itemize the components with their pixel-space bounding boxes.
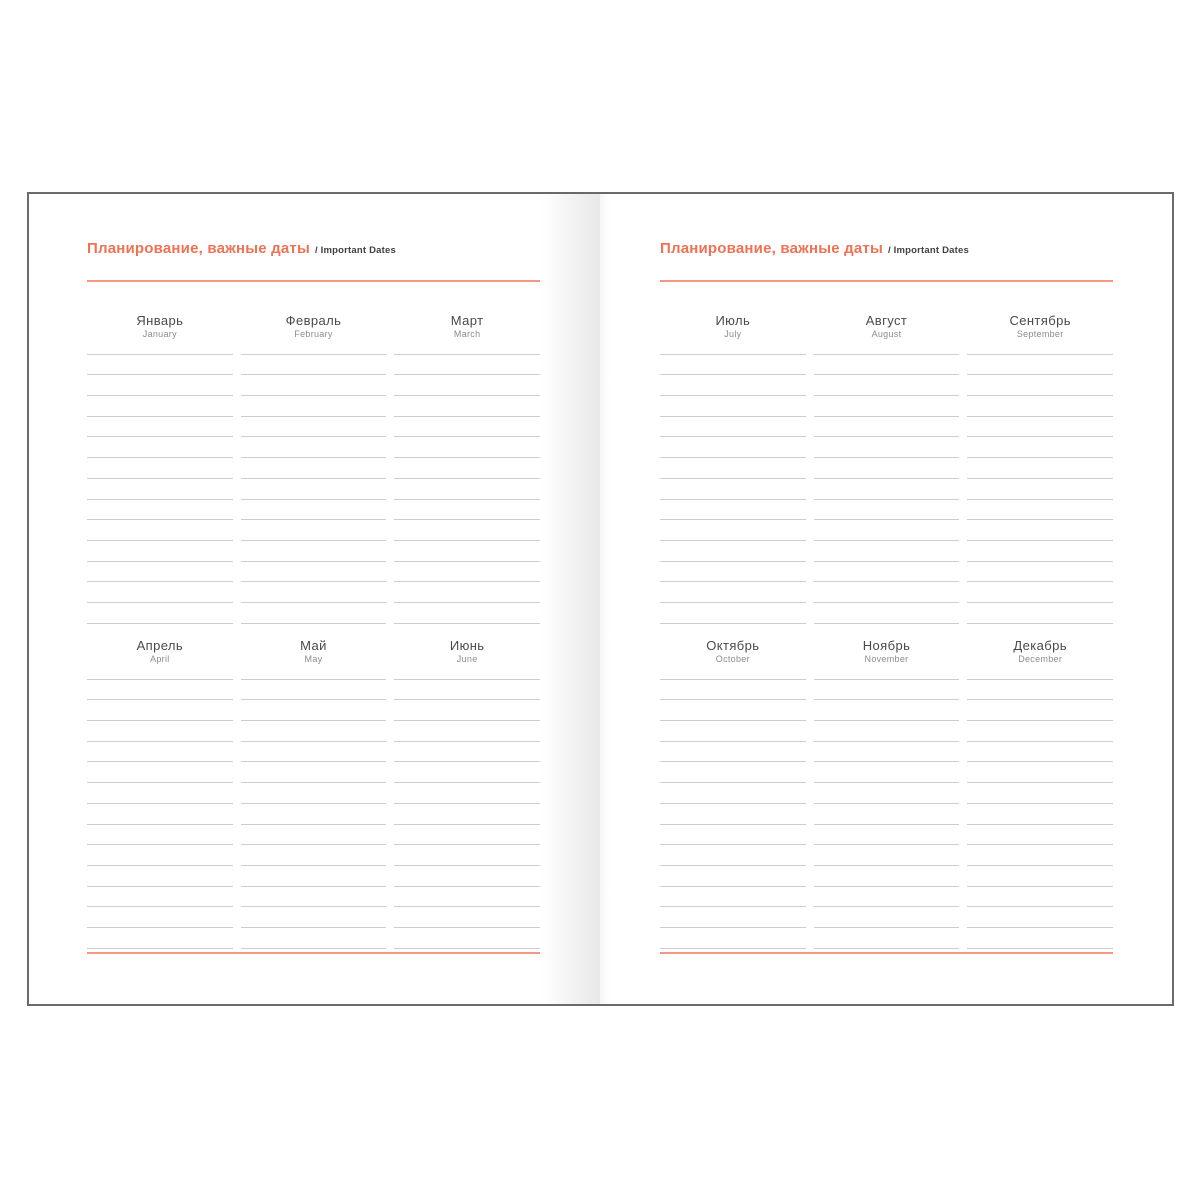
month-name-ru: Декабрь	[1013, 638, 1067, 653]
writing-line	[241, 562, 387, 583]
month-block-march	[394, 313, 540, 624]
writing-line	[241, 762, 387, 783]
spread-inner	[29, 194, 1172, 1004]
writing-line	[87, 437, 233, 458]
writing-line	[87, 680, 233, 701]
page-header	[87, 240, 396, 258]
writing-line	[87, 721, 233, 742]
writing-line	[967, 375, 1113, 396]
writing-line	[241, 804, 387, 825]
writing-line	[814, 520, 960, 541]
writing-line	[87, 582, 233, 603]
writing-line	[241, 520, 387, 541]
writing-line	[87, 887, 233, 908]
writing-line	[87, 866, 233, 887]
writing-line	[967, 582, 1113, 603]
month-name-en: April	[150, 654, 170, 664]
month-name-ru: Апрель	[136, 638, 184, 653]
writing-line	[660, 375, 806, 396]
spine-shadow	[540, 194, 600, 1004]
writing-line	[660, 742, 806, 763]
writing-line	[660, 907, 806, 928]
writing-line	[967, 907, 1113, 928]
writing-line	[241, 375, 387, 396]
month-name-ru: Май	[300, 638, 327, 653]
writing-line	[87, 541, 233, 562]
month-block-may	[241, 638, 387, 949]
month-lines	[394, 334, 540, 624]
writing-line	[394, 582, 540, 603]
writing-line	[814, 500, 960, 521]
writing-line	[814, 417, 960, 438]
month-block-july	[660, 313, 806, 624]
writing-line	[87, 417, 233, 438]
month-name-en: June	[456, 654, 478, 664]
writing-line	[967, 355, 1113, 376]
month-block-january	[87, 313, 233, 624]
month-name-ru: Январь	[136, 313, 184, 328]
writing-line	[660, 355, 806, 376]
month-block-november	[814, 638, 960, 949]
page-title-en: / Important Dates	[314, 245, 396, 256]
writing-line	[967, 845, 1113, 866]
writing-line	[241, 866, 387, 887]
writing-line	[660, 762, 806, 783]
writing-line	[87, 500, 233, 521]
writing-line	[241, 479, 387, 500]
month-block-december	[967, 638, 1113, 949]
writing-line	[967, 825, 1113, 846]
writing-line	[241, 603, 387, 624]
month-block-october	[660, 638, 806, 949]
writing-line	[967, 541, 1113, 562]
writing-line	[814, 582, 960, 603]
month-name-en: January	[142, 329, 177, 339]
writing-line	[241, 783, 387, 804]
writing-line	[660, 804, 806, 825]
writing-line	[814, 928, 960, 949]
writing-line	[660, 825, 806, 846]
month-lines	[87, 659, 233, 949]
writing-line	[241, 825, 387, 846]
writing-line	[660, 520, 806, 541]
writing-line	[87, 603, 233, 624]
page-right	[660, 194, 1113, 1004]
writing-line	[814, 396, 960, 417]
writing-line	[241, 700, 387, 721]
writing-line	[394, 783, 540, 804]
writing-line	[967, 500, 1113, 521]
writing-line	[660, 582, 806, 603]
writing-line	[394, 680, 540, 701]
writing-line	[660, 866, 806, 887]
writing-line	[814, 458, 960, 479]
writing-line	[241, 887, 387, 908]
writing-line	[967, 762, 1113, 783]
writing-line	[814, 825, 960, 846]
writing-line	[967, 742, 1113, 763]
writing-line	[394, 417, 540, 438]
month-name-ru: Февраль	[285, 313, 342, 328]
writing-line	[241, 742, 387, 763]
writing-line	[87, 375, 233, 396]
page-title-ru: Планирование, важные даты	[660, 240, 883, 257]
month-block-june	[394, 638, 540, 949]
month-name-ru: Октябрь	[706, 638, 760, 653]
month-lines	[814, 659, 960, 949]
writing-line	[814, 721, 960, 742]
month-name-en: October	[715, 654, 750, 664]
months-row-2	[660, 638, 1113, 949]
months-row-2	[87, 638, 540, 949]
writing-line	[87, 458, 233, 479]
writing-line	[967, 396, 1113, 417]
writing-line	[87, 907, 233, 928]
month-name-ru: Ноябрь	[862, 638, 911, 653]
month-name-en: May	[304, 654, 323, 664]
writing-line	[660, 541, 806, 562]
writing-line	[394, 762, 540, 783]
month-name-en: July	[724, 329, 742, 339]
writing-line	[967, 437, 1113, 458]
page-title-ru: Планирование, важные даты	[87, 240, 310, 257]
writing-line	[660, 603, 806, 624]
footer-rule	[87, 952, 540, 954]
writing-line	[660, 928, 806, 949]
writing-line	[394, 804, 540, 825]
writing-line	[394, 355, 540, 376]
writing-line	[814, 541, 960, 562]
writing-line	[394, 479, 540, 500]
writing-line	[241, 907, 387, 928]
writing-line	[967, 417, 1113, 438]
writing-line	[241, 680, 387, 701]
writing-line	[394, 742, 540, 763]
writing-line	[967, 928, 1113, 949]
month-name-en: March	[453, 329, 481, 339]
writing-line	[967, 603, 1113, 624]
header-rule	[660, 280, 1113, 282]
month-block-august	[814, 313, 960, 624]
spine-shadow-right	[600, 194, 610, 1004]
writing-line	[394, 520, 540, 541]
writing-line	[660, 479, 806, 500]
month-name-ru: Сентябрь	[1009, 313, 1071, 328]
month-lines	[241, 659, 387, 949]
writing-line	[660, 845, 806, 866]
writing-line	[241, 541, 387, 562]
month-lines	[660, 334, 806, 624]
writing-line	[394, 721, 540, 742]
months-row-1	[87, 313, 540, 624]
writing-line	[660, 721, 806, 742]
writing-line	[241, 355, 387, 376]
writing-line	[660, 437, 806, 458]
writing-line	[660, 700, 806, 721]
writing-line	[814, 866, 960, 887]
writing-line	[394, 928, 540, 949]
month-block-april	[87, 638, 233, 949]
writing-line	[967, 520, 1113, 541]
page-header	[660, 240, 969, 258]
writing-line	[394, 396, 540, 417]
writing-line	[394, 825, 540, 846]
writing-line	[660, 396, 806, 417]
month-name-ru: Июль	[715, 313, 751, 328]
writing-line	[814, 907, 960, 928]
writing-line	[814, 845, 960, 866]
writing-line	[814, 562, 960, 583]
month-block-september	[967, 313, 1113, 624]
months-row-1	[660, 313, 1113, 624]
writing-line	[87, 804, 233, 825]
month-name-ru: Июнь	[449, 638, 485, 653]
writing-line	[814, 375, 960, 396]
month-lines	[241, 334, 387, 624]
writing-line	[660, 417, 806, 438]
month-block-february	[241, 313, 387, 624]
writing-line	[814, 603, 960, 624]
month-name-ru: Август	[865, 313, 908, 328]
writing-line	[241, 500, 387, 521]
writing-line	[394, 866, 540, 887]
writing-line	[660, 500, 806, 521]
writing-line	[394, 458, 540, 479]
writing-line	[87, 520, 233, 541]
planner-spread-frame	[27, 192, 1174, 1006]
writing-line	[241, 417, 387, 438]
writing-line	[814, 680, 960, 701]
writing-line	[241, 721, 387, 742]
month-lines	[394, 659, 540, 949]
writing-line	[814, 742, 960, 763]
writing-line	[394, 437, 540, 458]
header-rule	[87, 280, 540, 282]
writing-line	[87, 762, 233, 783]
month-lines	[967, 334, 1113, 624]
writing-line	[967, 680, 1113, 701]
writing-line	[814, 355, 960, 376]
writing-line	[967, 700, 1113, 721]
writing-line	[87, 700, 233, 721]
writing-line	[87, 783, 233, 804]
writing-line	[967, 783, 1113, 804]
month-name-en: August	[871, 329, 902, 339]
writing-line	[87, 562, 233, 583]
page-left	[87, 194, 540, 1004]
writing-line	[967, 887, 1113, 908]
writing-line	[394, 500, 540, 521]
writing-line	[967, 562, 1113, 583]
month-name-en: September	[1016, 329, 1064, 339]
month-name-ru: Март	[450, 313, 484, 328]
month-lines	[967, 659, 1113, 949]
month-lines	[660, 659, 806, 949]
month-name-en: February	[294, 329, 333, 339]
writing-line	[394, 375, 540, 396]
writing-line	[394, 907, 540, 928]
writing-line	[87, 479, 233, 500]
writing-line	[241, 845, 387, 866]
writing-line	[241, 458, 387, 479]
writing-line	[814, 437, 960, 458]
writing-line	[87, 742, 233, 763]
writing-line	[394, 887, 540, 908]
writing-line	[241, 437, 387, 458]
writing-line	[394, 700, 540, 721]
writing-line	[394, 541, 540, 562]
footer-rule	[660, 952, 1113, 954]
writing-line	[394, 603, 540, 624]
writing-line	[87, 845, 233, 866]
writing-line	[814, 783, 960, 804]
month-lines	[814, 334, 960, 624]
writing-line	[87, 396, 233, 417]
writing-line	[87, 825, 233, 846]
writing-line	[967, 804, 1113, 825]
writing-line	[660, 680, 806, 701]
writing-line	[241, 396, 387, 417]
month-name-en: December	[1018, 654, 1063, 664]
writing-line	[660, 562, 806, 583]
month-lines	[87, 334, 233, 624]
writing-line	[814, 479, 960, 500]
page-title-en: / Important Dates	[887, 245, 969, 256]
writing-line	[814, 700, 960, 721]
writing-line	[87, 355, 233, 376]
writing-line	[967, 458, 1113, 479]
writing-line	[394, 845, 540, 866]
writing-line	[660, 887, 806, 908]
writing-line	[814, 804, 960, 825]
writing-line	[967, 721, 1113, 742]
writing-line	[814, 762, 960, 783]
writing-line	[660, 458, 806, 479]
writing-line	[967, 866, 1113, 887]
writing-line	[660, 783, 806, 804]
writing-line	[814, 887, 960, 908]
writing-line	[241, 582, 387, 603]
writing-line	[87, 928, 233, 949]
month-name-en: November	[864, 654, 909, 664]
writing-line	[394, 562, 540, 583]
writing-line	[967, 479, 1113, 500]
writing-line	[241, 928, 387, 949]
